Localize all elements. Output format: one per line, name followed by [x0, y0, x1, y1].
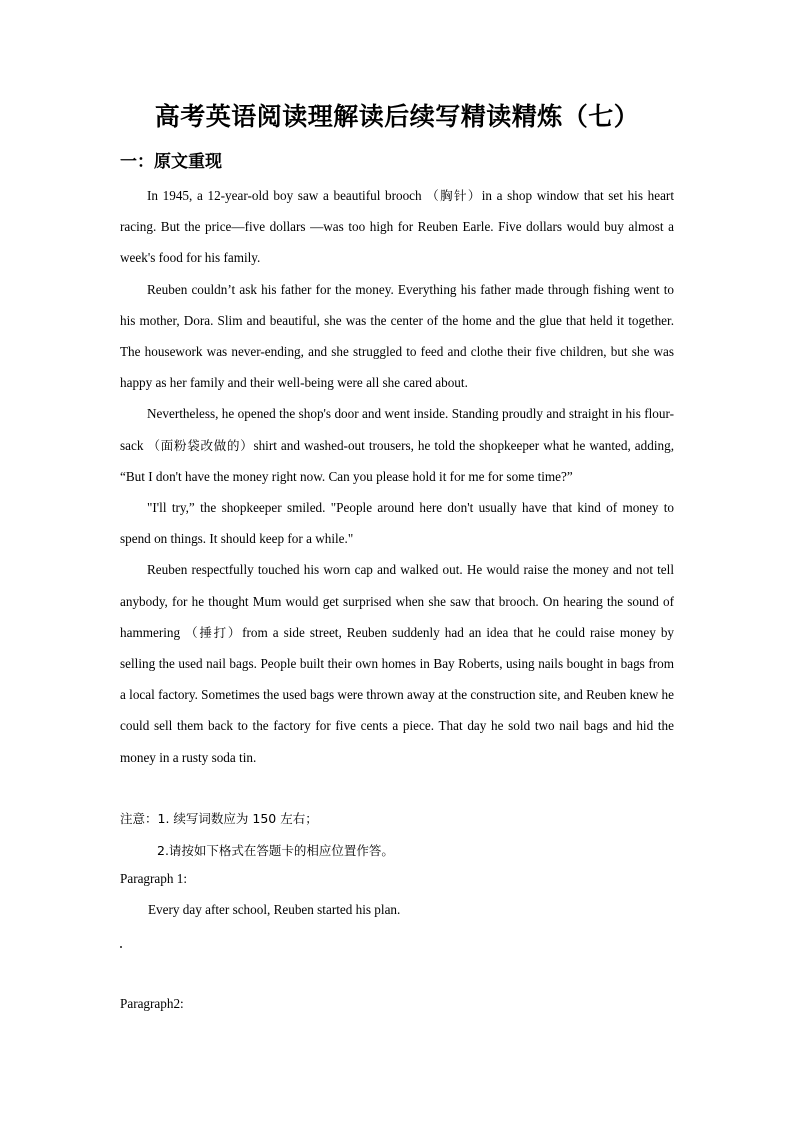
story-paragraph: [120, 554, 674, 772]
paragraph-text: "I'll try,” the shopkeeper smiled. "People around here don't usually have that kind of money to spend on things. It should keep for a while.": [120, 500, 674, 547]
paragraph2-label: Paragraph2:: [120, 996, 184, 1011]
stray-mark: [120, 946, 122, 948]
paragraph-text: Nevertheless, he opened the shop's door and went inside. Standing proudly and straight in his flour-sack: [120, 406, 674, 453]
paragraph-text: In 1945, a 12-year-old boy saw a beautiful brooch: [147, 188, 427, 203]
paragraph-text: from a side street, Reuben suddenly had an idea that he could raise money by selling the used nail bags. People built their own homes in Bay Roberts, using nails bought in bags from a local factory. Sometimes the used bags were thrown away at the construction site, and Reuben knew he could sell them back to the factory for five cents a piece. That day he sold two nail bags and hid the money in a rusty soda tin.: [120, 624, 675, 765]
original-text-body: [120, 180, 674, 773]
paragraph1-opening-sentence: Every day after school, Reuben started his plan.: [148, 902, 401, 917]
chinese-gloss: （胸针）: [426, 188, 482, 203]
section-heading: 一：原文重现: [120, 152, 222, 172]
paragraph-text: in a shop window that set his heart racing. But the price—five dollars —was too high for Reuben Earle. Five dollars would buy almost a week's food for his family.: [120, 188, 674, 266]
paragraph1-label: Paragraph 1:: [120, 871, 188, 886]
story-paragraph: [120, 274, 674, 399]
story-paragraph: [120, 180, 674, 274]
story-paragraph: [120, 398, 674, 492]
chinese-gloss: （捶打）: [185, 624, 243, 640]
chinese-gloss: （面粉袋改做的）: [147, 437, 254, 453]
paragraph-text: Reuben couldn’t ask his father for the money. Everything his father made through fishing went to his mother, Dora. Slim and beautiful, she was the center of the home and the glue that held it together. The housework was never-ending, and she struggled to feed and clothe their five children, but she was happy as her family and their well-being were all she cared about.: [120, 281, 674, 391]
document-title: 高考英语阅读理解读后续写精读精炼（七）: [154, 102, 640, 131]
paragraph-text: Reuben respectfully touched his worn cap and walked out. He would raise the money and not tell anybody, for he thought Mum would get surprised when she saw that brooch. On hearing the sound of hammering: [120, 562, 674, 640]
note-word-count: 注意：1. 续写词数应为 150 左右；: [120, 811, 318, 826]
note-answer-format: 2.请按如下格式在答题卡的相应位置作答。: [157, 843, 394, 858]
story-paragraph: [120, 492, 674, 554]
paragraph-text: shirt and washed-out trousers, he told the shopkeeper what he wanted, adding, “But I don't have the money right now. Can you please hold it for me for some time?”: [120, 437, 674, 484]
